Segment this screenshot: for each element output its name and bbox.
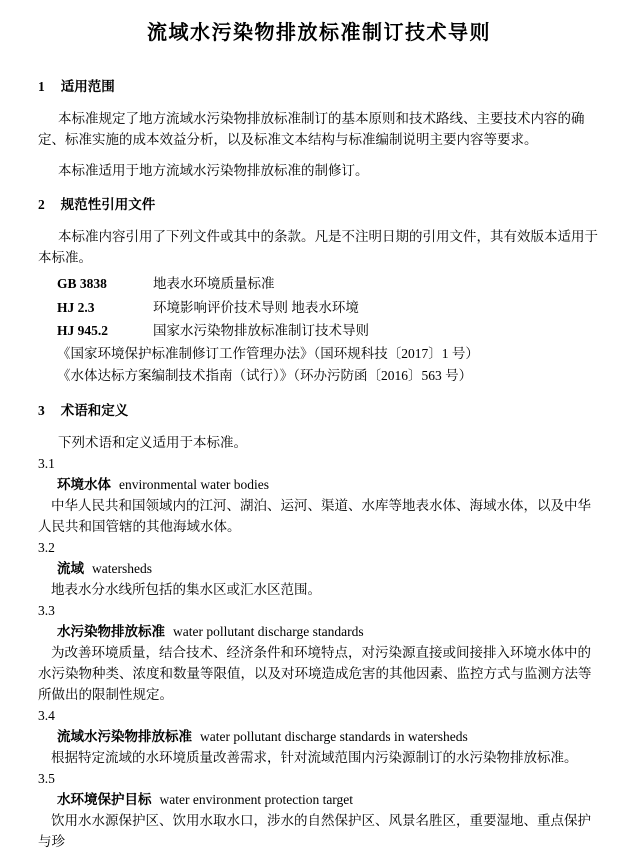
- term-name-en: environmental water bodies: [119, 476, 269, 492]
- reference-title: 国家水污染物排放标准制订技术导则: [153, 323, 369, 338]
- paragraph: 本标准适用于地方流域水污染物排放标准的制修订。: [58, 163, 369, 178]
- term-number: 3.1: [38, 455, 55, 471]
- paragraph: 本标准规定了地方流域水污染物排放标准制订的基本原则和技术路线、主要技术内容的确定、标准实施的成本效益分析，以及标准文本结构与标准编制说明主要内容等要求。: [38, 111, 585, 147]
- term-name: [38, 474, 600, 495]
- section-number: 2: [38, 197, 45, 212]
- reference-title: 地表水环境质量标准: [153, 276, 275, 291]
- section-title: 规范性引用文件: [60, 197, 156, 212]
- term-entry: [38, 600, 600, 705]
- normative-reference-list: [38, 272, 600, 343]
- term-name-zh: 流域: [57, 560, 84, 576]
- term-name: [38, 789, 600, 810]
- term-entry: [38, 537, 600, 600]
- term-name-en: water pollutant discharge standards: [173, 623, 364, 639]
- term-name: [38, 621, 600, 642]
- section-number: 3: [38, 402, 45, 418]
- reference-row: [38, 319, 600, 343]
- section-title: 适用范围: [60, 79, 115, 94]
- term-entry: [38, 705, 600, 768]
- section-number: 1: [38, 79, 45, 94]
- term-name-zh: 环境水体: [57, 476, 111, 492]
- section-title: 术语和定义: [60, 402, 129, 418]
- document-title: 流域水污染物排放标准制订技术导则: [147, 22, 491, 44]
- term-name-zh: 水环境保护目标: [57, 791, 152, 807]
- reference-row: [38, 296, 600, 320]
- cited-document-list: [38, 343, 600, 387]
- term-number: 3.4: [38, 707, 55, 723]
- term-definition: 根据特定流域的水环境质量改善需求，针对流域范围内污染源制订的水污染物排放标准。: [51, 749, 578, 765]
- terms-and-definitions: [38, 453, 600, 852]
- term-name-en: water environment protection target: [159, 791, 354, 807]
- term-number: 3.2: [38, 539, 55, 555]
- reference-code: HJ 2.3: [57, 299, 95, 315]
- term-definition: 中华人民共和国领域内的江河、湖泊、运河、渠道、水库等地表水体、海域水体，以及中华人民共和国管辖的其他海域水体。: [38, 497, 591, 534]
- term-number: 3.5: [38, 770, 55, 786]
- term-name-en: water pollutant discharge standards in watersheds: [200, 728, 468, 744]
- section-3-heading: [38, 400, 600, 421]
- term-name-zh: 水污染物排放标准: [57, 623, 165, 639]
- cited-document: 《国家环境保护标准制修订工作管理办法》（国环规科技〔2017〕1 号）: [57, 345, 479, 361]
- reference-code: GB 3838: [57, 276, 107, 291]
- term-entry: [38, 453, 600, 537]
- section-1-heading: [38, 76, 600, 97]
- term-number: 3.3: [38, 602, 55, 618]
- term-name-en: watersheds: [92, 560, 152, 576]
- section-2-heading: [38, 194, 600, 215]
- term-entry: [38, 768, 600, 852]
- term-name: [38, 558, 600, 579]
- reference-code: HJ 945.2: [57, 323, 109, 338]
- term-definition: 为改善环境质量，结合技术、经济条件和环境特点，对污染源直接或间接排入环境水体中的水污染物种类、浓度和数量等限值，以及对环境造成危害的其他因素、监控方式与监测方法等所做出的限制性规定。: [38, 644, 592, 702]
- term-name: [38, 726, 600, 747]
- term-definition: 地表水分水线所包括的集水区或汇水区范围。: [51, 581, 321, 597]
- paragraph: 下列术语和定义适用于本标准。: [58, 434, 247, 450]
- term-name-zh: 流域水污染物排放标准: [57, 728, 192, 744]
- reference-title: 环境影响评价技术导则 地表水环境: [153, 299, 359, 315]
- paragraph: 本标准内容引用了下列文件或其中的条款。凡是不注明日期的引用文件，其有效版本适用于本标准。: [38, 229, 598, 265]
- term-definition: 饮用水水源保护区、饮用水取水口，涉水的自然保护区、风景名胜区，重要湿地、重点保护与珍: [38, 812, 591, 849]
- reference-row: [38, 272, 600, 296]
- cited-document: 《水体达标方案编制技术指南（试行）》（环办污防函〔2016〕563 号）: [57, 367, 473, 383]
